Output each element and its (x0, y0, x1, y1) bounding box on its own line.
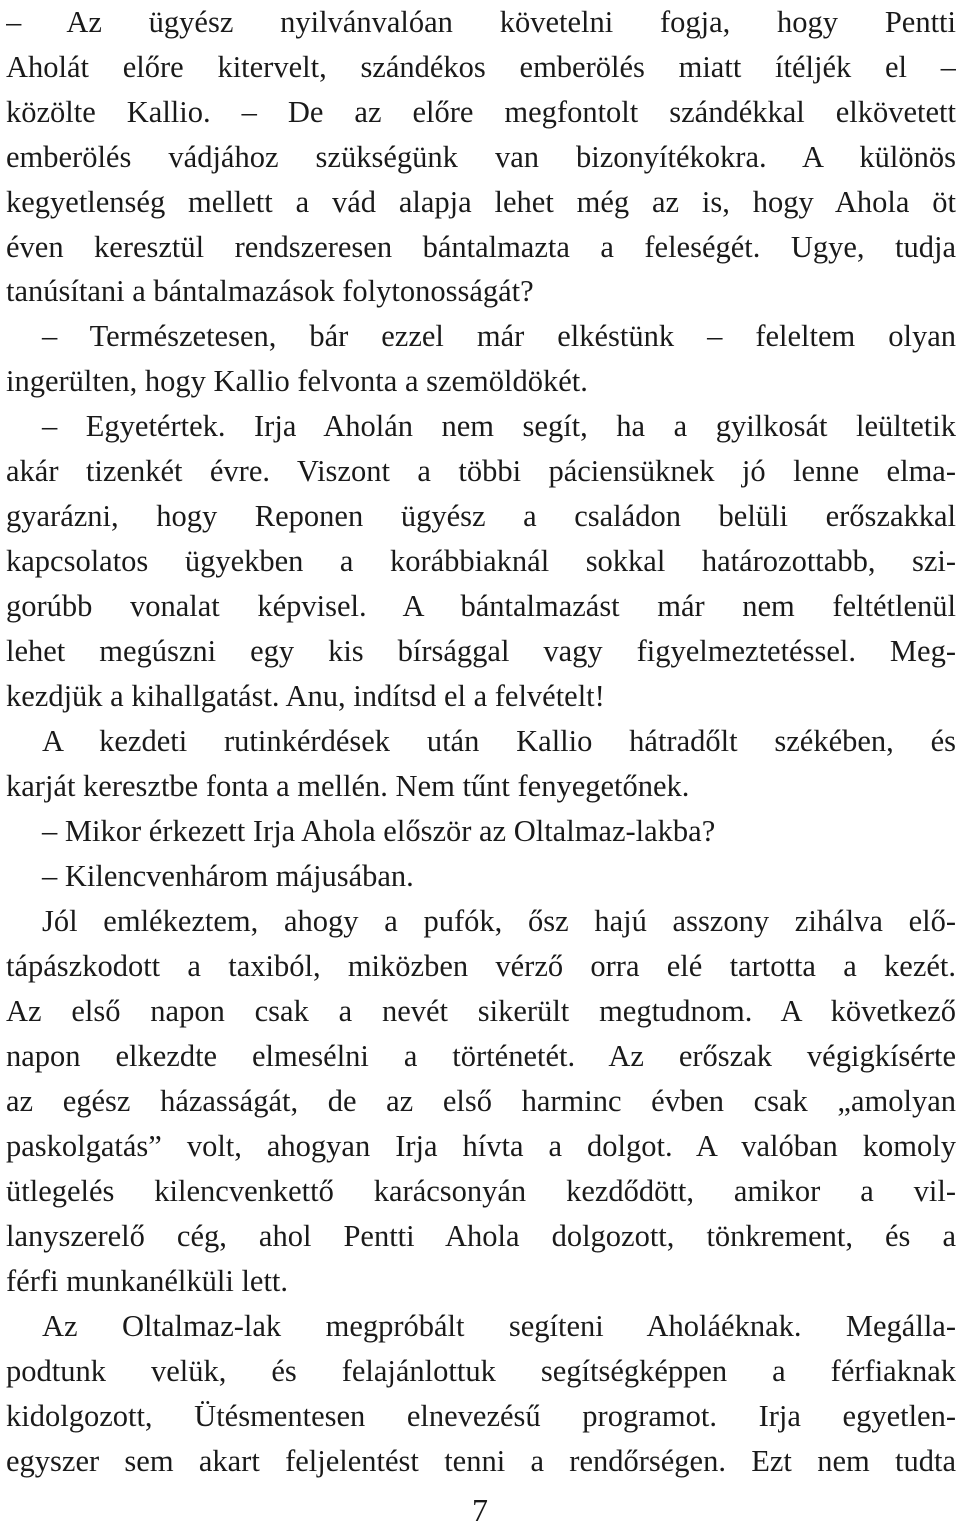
text-line: kezdjük a kihallgatást. Anu, indítsd el a felvételt! (6, 679, 605, 713)
text-line: – Egyetértek. Irja Aholán nem segít, ha a gyilkosát leültetik (42, 409, 956, 443)
text-line: egyszer sem akart feljelentést tenni a rendőrségen. Ezt nem tudta (6, 1444, 956, 1478)
text-line: – Az ügyész nyilvánvalóan követelni fogja, hogy Pentti (6, 5, 956, 39)
text-line: férfi munkanélküli lett. (6, 1264, 289, 1298)
text-line: Az első napon csak a nevét sikerült megtudnom. A következő (6, 994, 956, 1028)
text-line: gyarázni, hogy Reponen ügyész a családon belüli erőszakkal (6, 499, 956, 533)
text-line: közölte Kallio. – De az előre megfontolt szándékkal elkövetett (6, 95, 956, 129)
text-line: podtunk velük, és felajánlottuk segítségképpen a férfiaknak (6, 1354, 956, 1388)
text-line: éven keresztül rendszeresen bántalmazta a feleségét. Ugye, tudja (6, 230, 956, 264)
text-line: A kezdeti rutinkérdések után Kallio hátradőlt székében, és (42, 724, 956, 758)
text-line: Aholát előre kitervelt, szándékos emberölés miatt ítéljék el – (6, 50, 956, 84)
text-line: akár tizenkét évre. Viszont a többi páciensüknek jó lenne elma- (6, 454, 956, 488)
text-line: – Kilencvenhárom májusában. (42, 859, 414, 893)
text-line: karját keresztbe fonta a mellén. Nem tűnt fenyegetőnek. (6, 769, 690, 803)
text-line: ütlegelés kilencvenkettő karácsonyán kezdődött, amikor a vil- (6, 1174, 956, 1208)
text-line: Jól emlékeztem, ahogy a pufók, ősz hajú asszony zihálva elő- (42, 904, 956, 938)
text-line: kegyetlenség mellett a vád alapja lehet még az is, hogy Ahola öt (6, 185, 956, 219)
text-line: ingerülten, hogy Kallio felvonta a szemöldökét. (6, 364, 588, 398)
text-line: gorúbb vonalat képvisel. A bántalmazást már nem feltétlenül (6, 589, 956, 623)
text-line: emberölés vádjához szükségünk van bizonyítékokra. A különös (6, 140, 956, 174)
text-line: napon elkezdte elmesélni a történetét. Az erőszak végigkísérte (6, 1039, 956, 1073)
page-number: 7 (472, 1492, 488, 1528)
text-line: az egész házasságát, de az első harminc évben csak „amolyan (6, 1084, 956, 1118)
text-line: tanúsítani a bántalmazások folytonosságát? (6, 274, 534, 308)
text-line: – Mikor érkezett Irja Ahola először az Oltalmaz-lakba? (42, 814, 716, 848)
text-line: – Természetesen, bár ezzel már elkéstünk – feleltem olyan (42, 319, 956, 353)
text-line: tápászkodott a taxiból, miközben vérző orra elé tartotta a kezét. (6, 949, 956, 983)
text-line: lehet megúszni egy kis bírsággal vagy figyelmeztetéssel. Meg- (6, 634, 956, 668)
text-line: kapcsolatos ügyekben a korábbiaknál sokkal határozottabb, szi- (6, 544, 956, 578)
text-line: lanyszerelő cég, ahol Pentti Ahola dolgozott, tönkrement, és a (6, 1219, 956, 1253)
text-line: kidolgozott, Ütésmentesen elnevezésű programot. Irja egyetlen- (6, 1399, 956, 1433)
text-line: paskolgatás” volt, ahogyan Irja hívta a dolgot. A valóban komoly (6, 1129, 956, 1163)
text-line: Az Oltalmaz-lak megpróbált segíteni Aholáéknak. Megálla- (42, 1309, 956, 1343)
